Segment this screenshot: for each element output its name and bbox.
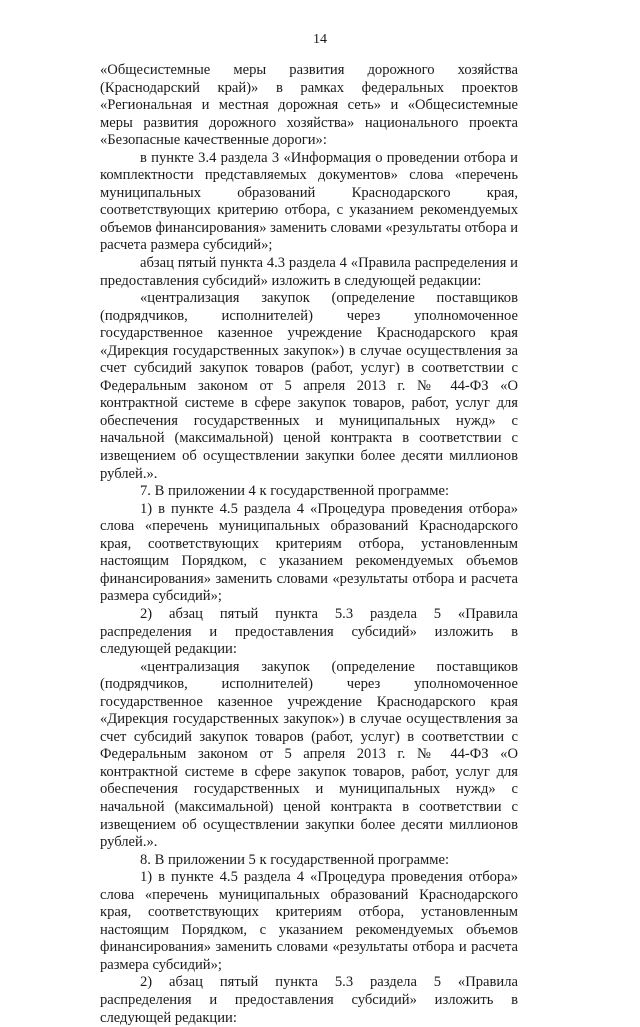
page-number: 14 (313, 32, 327, 47)
paragraph-9: 8. В приложении 5 к государственной программе: (140, 851, 450, 868)
paragraph-11: 2) абзац пятый пункта 5.3 раздела 5 «Правила распределения и предоставления субсидий» изложить в следующей редакции: (100, 974, 518, 1026)
paragraph-1: «Общесистемные меры развития дорожного хозяйства (Краснодарский край)» в рамках федеральных проектов «Региональная и местная дорожная сеть» и «Общесистемные меры развития дорожного хозяйства» национального проекта «Безопасные качественные дороги»: (100, 62, 518, 149)
paragraph-2: в пункте 3.4 раздела 3 «Информация о проведении отбора и комплектности представляемых документов» слова «перечень муниципальных образований Краснодарского края, соответствующих критерию отбора, с указанием рекомендуемых объемов финансирования» заменить словами «результаты отбора и расчета размера субсидий»; (100, 149, 519, 254)
paragraph-6: 1) в пункте 4.5 раздела 4 «Процедура проведения отбора» слова «перечень муниципальных образований Краснодарского края, соответствующих критериям отбора, установленным настоящим Порядком, с указанием рекомендуемых объемов финансирования» заменить словами «результаты отбора и расчета размера субсидий»; (100, 500, 518, 605)
paragraph-8: «централизация закупок (определение поставщиков (подрядчиков, исполнителей) через уполномоченное государственное казенное учреждение Краснодарского края «Дирекция государственных закупок») в случае осуществления за счет субсидий закупок товаров (работ, услуг) в соответствии с Федеральным законом от 5 апреля 2013 г. № 44-ФЗ «О контрактной системе в сфере закупок товаров, работ, услуг для обеспечения государственных и муниципальных нужд» с начальной (максимальной) ценой контракта в соответствии с извещением об осуществлении закупки более десяти миллионов рублей.». (100, 658, 518, 851)
paragraph-7: 2) абзац пятый пункта 5.3 раздела 5 «Правила распределения и предоставления субсидий» изложить в следующей редакции: (100, 605, 518, 658)
paragraph-5: 7. В приложении 4 к государственной программе: (140, 483, 450, 500)
paragraph-4: «централизация закупок (определение поставщиков (подрядчиков, исполнителей) через уполномоченное государственное казенное учреждение Краснодарского края «Дирекция государственных закупок») в случае осуществления за счет субсидий закупок товаров (работ, услуг) в соответствии с Федеральным законом от 5 апреля 2013 г. № 44-ФЗ «О контрактной системе в сфере закупок товаров, работ, услуг для обеспечения государственных и муниципальных нужд» с начальной (максимальной) ценой контракта в соответствии с извещением об осуществлении закупки более десяти миллионов рублей.». (100, 290, 518, 482)
paragraph-3: абзац пятый пункта 4.3 раздела 4 «Правила распределения и предоставления субсидий» изложить в следующей редакции: (100, 255, 518, 289)
document-body (100, 62, 518, 1027)
paragraph-10: 1) в пункте 4.5 раздела 4 «Процедура проведения отбора» слова «перечень муниципальных образований Краснодарского края, соответствующих критериям отбора, установленным настоящим Порядком, с указанием рекомендуемых объемов финансирования» заменить словами «результаты отбора и расчета размера субсидий»; (100, 869, 518, 973)
